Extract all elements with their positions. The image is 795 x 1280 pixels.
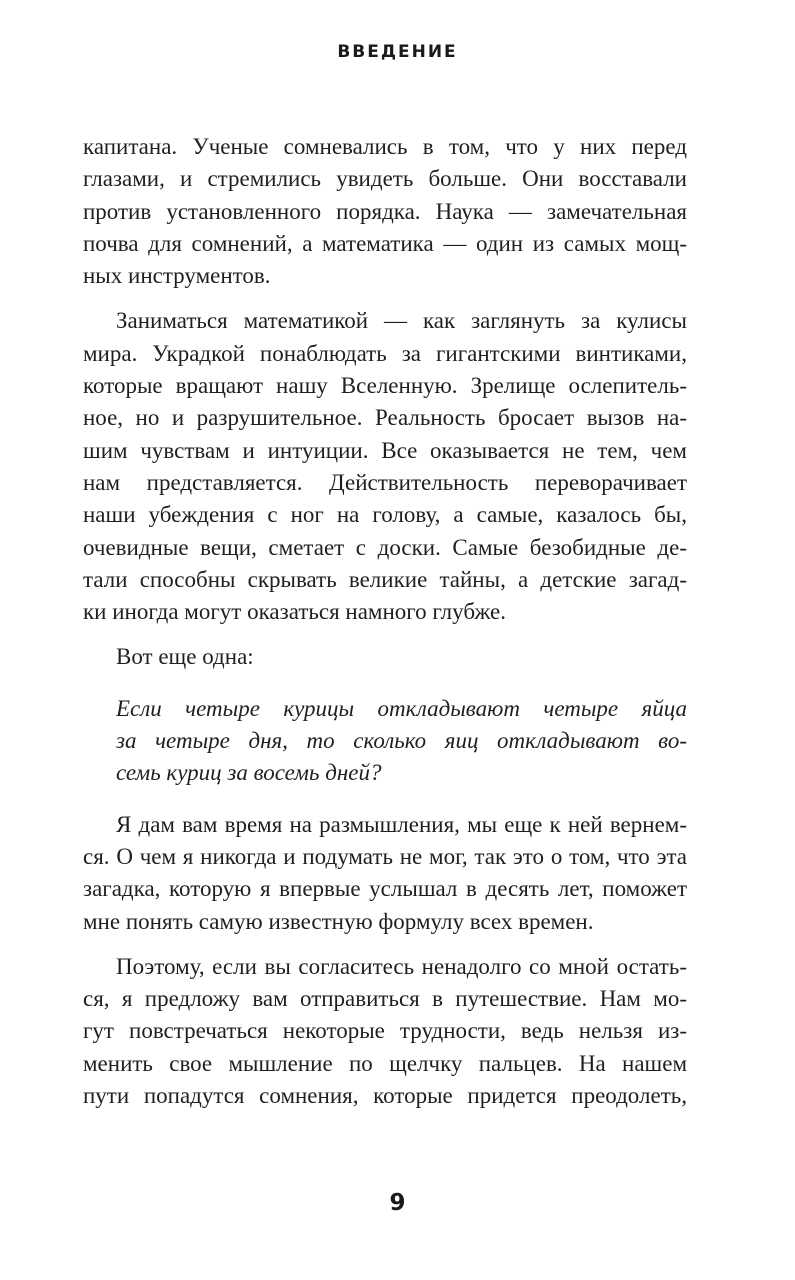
text-line: мне понять самую известную формулу всех времен. — [83, 908, 594, 934]
text-line: ное, но и разрушительное. Реальность бросает вызов на- — [83, 405, 687, 431]
text-line: очевидные вещи, сметает с доски. Самые безобидные де- — [83, 534, 687, 560]
text-line: ся, я предложу вам отправиться в путешествие. Нам мо- — [83, 986, 687, 1012]
text-line: нам представляется. Действительность переворачивает — [83, 469, 687, 495]
text-line: против установленного порядка. Наука — замечательная — [83, 198, 687, 224]
paragraph-gap — [83, 292, 687, 305]
paragraph — [83, 641, 687, 673]
text-line: мира. Украдкой понаблюдать за гигантскими винтиками, — [83, 340, 687, 366]
text-line: ся. О чем я никогда и подумать не мог, так это о том, что эта — [83, 843, 687, 869]
paragraph-gap — [83, 790, 687, 809]
quote-line: Если четыре курицы откладывают четыре яйца — [116, 695, 687, 721]
text-line: гут повстречаться некоторые трудности, ведь нельзя из- — [83, 1018, 687, 1044]
text-line: Вот еще одна: — [116, 644, 254, 670]
page-number: 9 — [389, 1190, 406, 1216]
text-line: Я дам вам время на размышления, мы еще к ней вернем- — [116, 811, 687, 837]
text-line: тали способны скрывать великие тайны, а детские загад- — [83, 566, 687, 592]
running-head: ВВЕДЕНИЕ — [337, 42, 458, 62]
paragraph — [83, 305, 687, 628]
text-line: капитана. Ученые сомневались в том, что у них перед — [83, 134, 687, 159]
body-text — [83, 131, 687, 1112]
text-line: пути попадутся сомнения, которые придется преодолеть, — [83, 1083, 687, 1109]
paragraph-gap — [83, 628, 687, 641]
quote-line: за четыре дня, то сколько яиц откладывают во- — [116, 728, 687, 754]
riddle-quote — [83, 693, 687, 790]
paragraph-gap — [83, 674, 687, 693]
text-line: наши убеждения с ног на голову, а самые, казалось бы, — [83, 502, 687, 528]
paragraph — [83, 131, 687, 292]
text-line: глазами, и стремились увидеть больше. Они восставали — [83, 166, 687, 192]
text-line: которые вращают нашу Вселенную. Зрелище ослепитель- — [83, 373, 687, 399]
quote-line: семь куриц за восемь дней? — [116, 760, 382, 786]
paragraph-gap — [83, 938, 687, 951]
text-line: Поэтому, если вы согласитесь ненадолго со мной остать- — [116, 953, 687, 979]
text-line: ки иногда могут оказаться намного глубже. — [83, 599, 507, 625]
paragraph — [83, 809, 687, 938]
text-line: шим чувствам и интуиции. Все оказывается не тем, чем — [83, 437, 687, 463]
text-line: менить свое мышление по щелчку пальцев. На нашем — [83, 1050, 687, 1076]
text-line: загадка, которую я впервые услышал в десять лет, поможет — [83, 876, 687, 902]
text-line: ных инструментов. — [83, 263, 271, 289]
paragraph — [83, 951, 687, 1112]
text-line: Заниматься математикой — как заглянуть за кулисы — [116, 308, 687, 334]
text-line: почва для сомнений, а математика — один из самых мощ- — [83, 230, 687, 256]
